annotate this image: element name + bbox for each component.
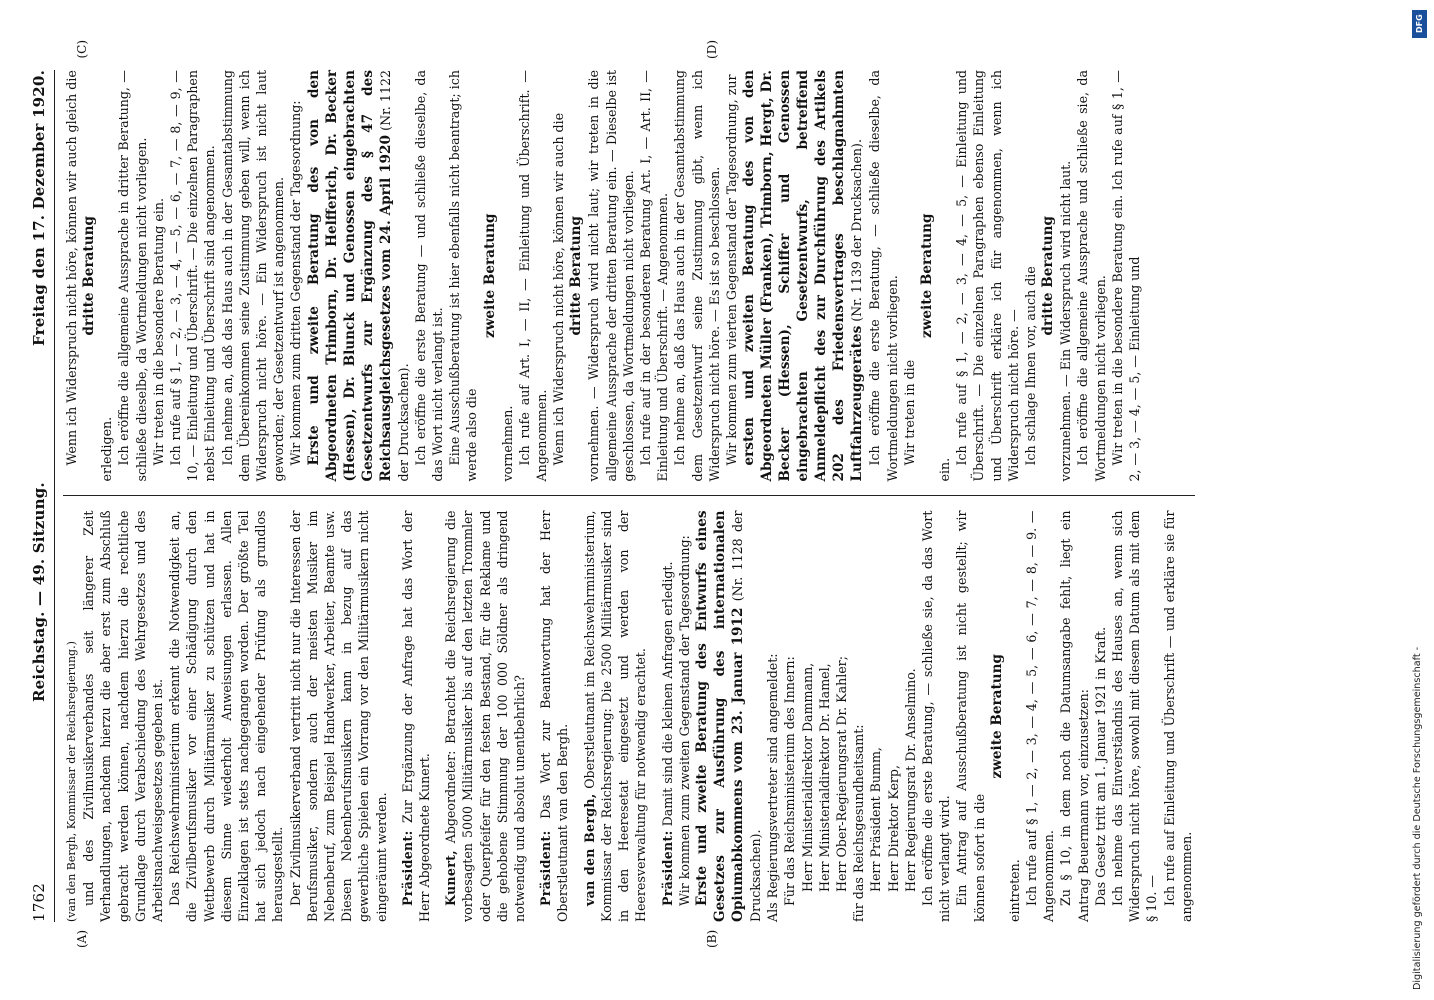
agenda-item-ref: (Nr. 1139 der Drucksachen). (849, 139, 865, 322)
speaker-name: Präsident: (538, 830, 554, 906)
section-heading: dritte Beratung (1040, 216, 1057, 336)
agenda-item (740, 70, 866, 482)
list-item: Herr Regierungsrat Dr. Anselmino. (902, 668, 918, 892)
paragraph: Präsident: Damit sind die kleinen Anfragen erledigt. (659, 561, 675, 906)
paragraph: Ich eröffne die erste Beratung, — schließe sie, da das Wort nicht verlangt wird. (919, 510, 953, 922)
paragraph: Präsident: Das Wort zur Beantwortung hat der Herr Oberstleutnant van den Bergh. (538, 510, 571, 922)
text-columns (63, 70, 1195, 922)
paragraph: ein. (936, 457, 952, 482)
paragraph: Wir kommen zum dritten Gegenstand der Tagesordnung: (288, 100, 304, 466)
speaker-intro: (van den Bergh, Kommissar der Reichsregierung.) (65, 641, 78, 922)
list-item: Herr Präsident Bumm, (868, 747, 884, 892)
paragraph: Ich nehme das Einverständnis des Hauses an, wenn sich Widerspruch nicht höre, sowohl mit diesem Datum als mit dem § 10. — (1109, 510, 1160, 922)
paragraph: Das Reichswehrministerium erkennt die Notwendigkeit an, die Zivilberufsmusiker vor einer Schädigung durch den Wettbewerb durch Militärmusiker zu schützen und hat in diesem Sinne wiederholt Anweisungen erlassen. Allen Einzelklagen ist stets nachgegangen worden. Der größte Teil hat sich jedoch nach eingehender Prüfung als grundlos herausgestellt. (167, 510, 286, 922)
paragraph: Ich rufe auf Einleitung und Überschrift — und erkläre sie für angenommen. (1161, 510, 1194, 922)
list-item: Herr Direktor Kerp, (885, 765, 901, 892)
paragraph: Wir kommen zum vierten Gegenstand der Tagesordnung, zur (724, 74, 740, 466)
paragraph: Wir treten in die besondere Beratung ein. Ich rufe auf § 1, — 2, — 3, — 4, — 5, — Einleitung und (1109, 70, 1142, 482)
speaker-name: Kunert, (443, 850, 459, 906)
margin-mark-a: (A) (75, 929, 89, 948)
agenda-item-ref: (Nr. 1128 der Drucksachen). (729, 510, 763, 922)
dfg-logo: DFG (1412, 10, 1427, 38)
speaker-name: van den Bergh, (581, 793, 597, 906)
paragraph: Ich nehme an, daß das Haus auch in der Gesamtabstimmung dem Gesetzentwurf seine Zustimmung gibt, wenn ich Widerspruch nicht höre. — Es ist so beschlossen. (672, 70, 722, 482)
section-heading: zweite Beratung (481, 213, 498, 339)
list-item: Herr Ober-Regierungsrat Dr. Kahler; (833, 656, 849, 892)
digitization-note: Digitalisierung gefördert durch die Deutsche Forschungsgemeinschaft - (1412, 646, 1423, 990)
paragraph: Kunert, Abgeordneter: Betrachtet die Reichsregierung die vorbesagten 5000 Militärmusiker bis auf den letzten Trommler oder Querpfeifer für den festen Bestand, für die Reklame und die gehobene Stimmung der 100 000 Söldner als dringend notwendig und absolut unentbehrlich? (443, 510, 528, 922)
agenda-item (693, 511, 764, 923)
paragraph: eintreten. (1006, 859, 1022, 922)
paragraph: Ich eröffne die erste Beratung, — schließe dieselbe, da Wortmeldungen nicht vorliegen. (867, 70, 900, 482)
paragraph: erledigen. (99, 416, 115, 482)
paragraph: und des Zivilmusikerverbandes seit längerer Zeit Verhandlungen, nachdem hierzu die aber erst zum Abschluß gebracht werden können, nachdem hierzu die rechtliche Grundlage durch Verabschiedung des Wehrgesetzes und des Arbeitsnachweisgesetzes gegeben ist. (81, 510, 166, 922)
right-column (63, 70, 1195, 497)
session-date: Freitag den 17. Dezember 1920. (30, 70, 48, 346)
paragraph: Für das Reichsministerium des Innern: (782, 656, 798, 906)
paragraph: Ich eröffne die erste Beratung — und schließe dieselbe, da das Wort nicht verlangt ist. (412, 70, 446, 482)
running-head (28, 70, 55, 922)
paragraph: Ich rufe auf in der besonderen Beratung Art. I, — Art. II, — Einleitung und Überschrift. — Angenommen. (638, 70, 671, 482)
digitization-sidebar (1410, 0, 1434, 1000)
list-item: Herr Ministerialdirektor Dr. Hamel, (816, 663, 832, 892)
paragraph: Eine Ausschußberatung ist hier ebenfalls nicht beantragt; ich werde also die (447, 70, 480, 482)
session-title: Reichstag. — 49. Sitzung. (30, 482, 48, 702)
paragraph: Ich schlage Ihnen vor, auch die (1022, 266, 1038, 466)
speaker-name: Präsident: (399, 830, 415, 906)
paragraph: vornehmen. — Widerspruch wird nicht laut; wir treten in die allgemeine Aussprache der dritten Beratung ein. — Dieselbe ist geschlossen, da Wortmeldungen nicht vorliegen. (586, 70, 636, 482)
paragraph: van den Bergh, Oberstleutnant im Reichswehrministerium, Kommissar der Reichsregierung: Die 2500 Militärmusiker sind in den Heeresetat eingesetzt und werden von der Heeresverwaltung für notwendig erachtet. (581, 510, 649, 922)
paragraph: Wir kommen zum zweiten Gegenstand der Tagesordnung: (676, 535, 692, 906)
paragraph: Ein Antrag auf Ausschußberatung ist nicht gestellt; wir können sofort in die (954, 510, 987, 922)
paragraph: vornehmen. (499, 405, 515, 482)
margin-mark-b: (B) (705, 929, 719, 948)
paragraph: Zu § 10, in dem noch die Datumsangabe fehlt, liegt ein Antrag Beuermann vor, einzusetzen: (1058, 510, 1091, 922)
speaker-name: Präsident: (659, 830, 675, 906)
agenda-item-ref: (Nr. 1122 der Drucksachen). (377, 70, 411, 482)
paragraph: Ich eröffne die allgemeine Aussprache und schließe sie, da Wortmeldungen nicht vorliegen. (1075, 70, 1108, 482)
paragraph: vorzunehmen. — Ein Widerspruch wird nicht laut. (1058, 160, 1074, 482)
list-item: Herr Ministerialdirektor Dammann, (799, 662, 815, 892)
paragraph: Präsident: Zur Ergänzung der Anfrage hat das Wort der Herr Abgeordnete Kunert. (399, 510, 433, 922)
paragraph: Wir treten in die besondere Beratung ein. (150, 198, 166, 466)
paragraph: Wenn ich Widerspruch nicht höre, können wir auch die (551, 112, 567, 466)
agenda-item (305, 70, 412, 482)
paragraph: Ich rufe auf § 1, — 2, — 3, — 4, — 5, — 6, — 7, — 8, — 9. — Angenommen. (1023, 510, 1057, 922)
paragraph: Ich rufe auf § 1, — 2, — 3, — 4, — 5, — 6, — 7, — 8, — 9, — 10, — Einleitung und Überschrift. — Die einzelnen Paragraphen nebst Einleitung und Überschrift sind angenommen. (168, 70, 218, 482)
agenda-item-title: Erste und zweite Beratung des von den Abgeordneten Trimborn, Dr. Helfferich, Dr. Becker (Hessen), Dr. Blunck und Genossen eingebrachten Gesetzentwurfs zur Ergänzung des § 47 des Reichsausgleichsgesetzes vom 24. April 1920 (305, 70, 394, 482)
paragraph: Das Gesetz tritt am 1. Januar 1921 in Kraft. (1092, 626, 1108, 906)
left-column (63, 497, 1195, 923)
section-heading: dritte Beratung (81, 216, 98, 336)
paragraph: Wir treten in die (901, 359, 917, 466)
section-heading: zweite Beratung (918, 213, 935, 339)
paragraph: Als Regierungsvertreter sind angemeldet: (765, 653, 781, 922)
page-number: 1762 (30, 883, 48, 922)
paragraph: Der Zivilmusikerverband vertritt nicht nur die Interessen der Berufsmusiker, sondern auch der meisten Musiker im Nebenberuf, zum Beispiel Handwerker, Arbeiter, Beamte usw. Diesen Nebenberufsmusikern kann in bezug auf das gewerbliche Spielen ein Vorrang vor den Militärmusikern nicht eingeräumt werden. (287, 510, 389, 922)
list-item: für das Reichsgesundheitsamt: (851, 724, 867, 922)
agenda-item-title: Erste und zweite Beratung des Entwurfs eines Gesetzes zur Ausführung des internationalen Opiumabkommens vom 23. Januar 1912 (693, 510, 746, 922)
section-heading: dritte Beratung (568, 216, 585, 336)
paragraph: Ich rufe auf § 1, — 2, — 3, — 4, — 5, — Einleitung und Überschrift. — Die einzelnen Paragraphen ebenso Einleitung und Überschrift erkläre ich für angenommen, wenn ich Widerspruch nicht höre. — (954, 70, 1021, 482)
paragraph: Ich rufe auf Art. I, — II, — Einleitung und Überschrift. — Angenommen. (516, 70, 550, 482)
margin-mark-d: (D) (705, 40, 719, 59)
agenda-item-title: ersten und zweiten Beratung des von den Abgeordneten Müller (Franken), Trimborn, Hergt, Dr. Becker (Hessen), Schiffer und Genossen eingebrachten Gesetzentwurfs, betreffend Anmeldepflicht des zur Durchführung des Artikels 202 des Friedensvertrages beschlagnahmten Luftfahrzeuggerätes (741, 70, 866, 482)
section-heading: zweite Beratung (988, 653, 1005, 779)
paragraph: Ich eröffne die allgemeine Aussprache in dritter Beratung, — schließe dieselbe, da Wortmeldungen nicht vorliegen. (116, 70, 149, 482)
paragraph: Wenn ich Widerspruch nicht höre, können wir auch gleich die (64, 70, 79, 466)
margin-mark-c: (C) (75, 40, 89, 59)
paragraph: Ich nehme an, daß das Haus auch in der Gesamtabstimmung dem Übereinkommen seine Zustimmung geben will, wenn ich Widerspruch nicht höre. — Ein Widerspruch ist nicht laut geworden; der Gesetzentwurf ist angenommen. (219, 70, 287, 482)
